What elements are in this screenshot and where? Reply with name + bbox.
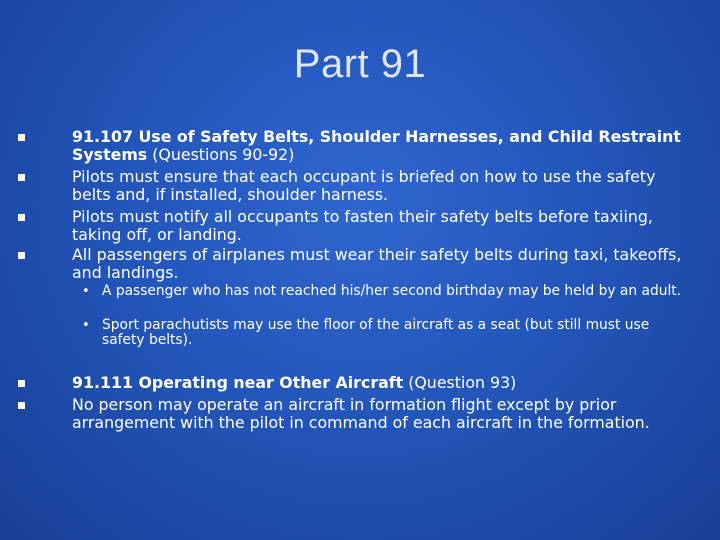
bullet-text: (Question 93) — [403, 373, 517, 392]
bullet-text: All passengers of airplanes must wear their safety belts during taxi, takeoffs, and landings. — [72, 245, 682, 282]
square-bullet-icon — [18, 402, 25, 409]
round-bullet-icon: • — [82, 284, 90, 299]
sub-bullet-item — [82, 317, 692, 348]
bullet-text: (Questions 90-92) — [147, 145, 295, 164]
bullet-heading: 91.111 Operating near Other Aircraft — [72, 373, 404, 392]
square-bullet-icon — [18, 134, 25, 141]
bullet-text: Pilots must notify all occupants to fasten their safety belts before taxiing, taking off, or landing. — [72, 207, 653, 244]
bullet-item — [72, 374, 692, 392]
round-bullet-icon: • — [82, 318, 90, 333]
square-bullet-icon — [18, 252, 25, 259]
bullet-text: No person may operate an aircraft in formation flight except by prior arrangement with the pilot in command of each aircraft in the formation. — [72, 395, 650, 432]
bullet-text: Pilots must ensure that each occupant is briefed on how to use the safety belts and, if installed, shoulder harness. — [72, 167, 656, 204]
sub-bullet-text: A passenger who has not reached his/her second birthday may be held by an adult. — [102, 283, 682, 299]
bullet-item — [72, 396, 692, 432]
bullet-heading: 91.107 Use of Safety Belts, Shoulder Harnesses, and Child Restraint Systems — [72, 127, 681, 164]
slide-title: Part 91 — [293, 42, 427, 86]
square-bullet-icon — [18, 380, 25, 387]
square-bullet-icon — [18, 174, 25, 181]
bullet-item — [72, 128, 692, 164]
bullet-item — [72, 246, 692, 282]
sub-bullet-item — [82, 283, 692, 299]
sub-bullet-text: Sport parachutists may use the floor of the aircraft as a seat (but still must use safety belts). — [102, 317, 650, 348]
bullet-item — [72, 208, 692, 244]
bullet-item — [72, 168, 692, 204]
square-bullet-icon — [18, 214, 25, 221]
